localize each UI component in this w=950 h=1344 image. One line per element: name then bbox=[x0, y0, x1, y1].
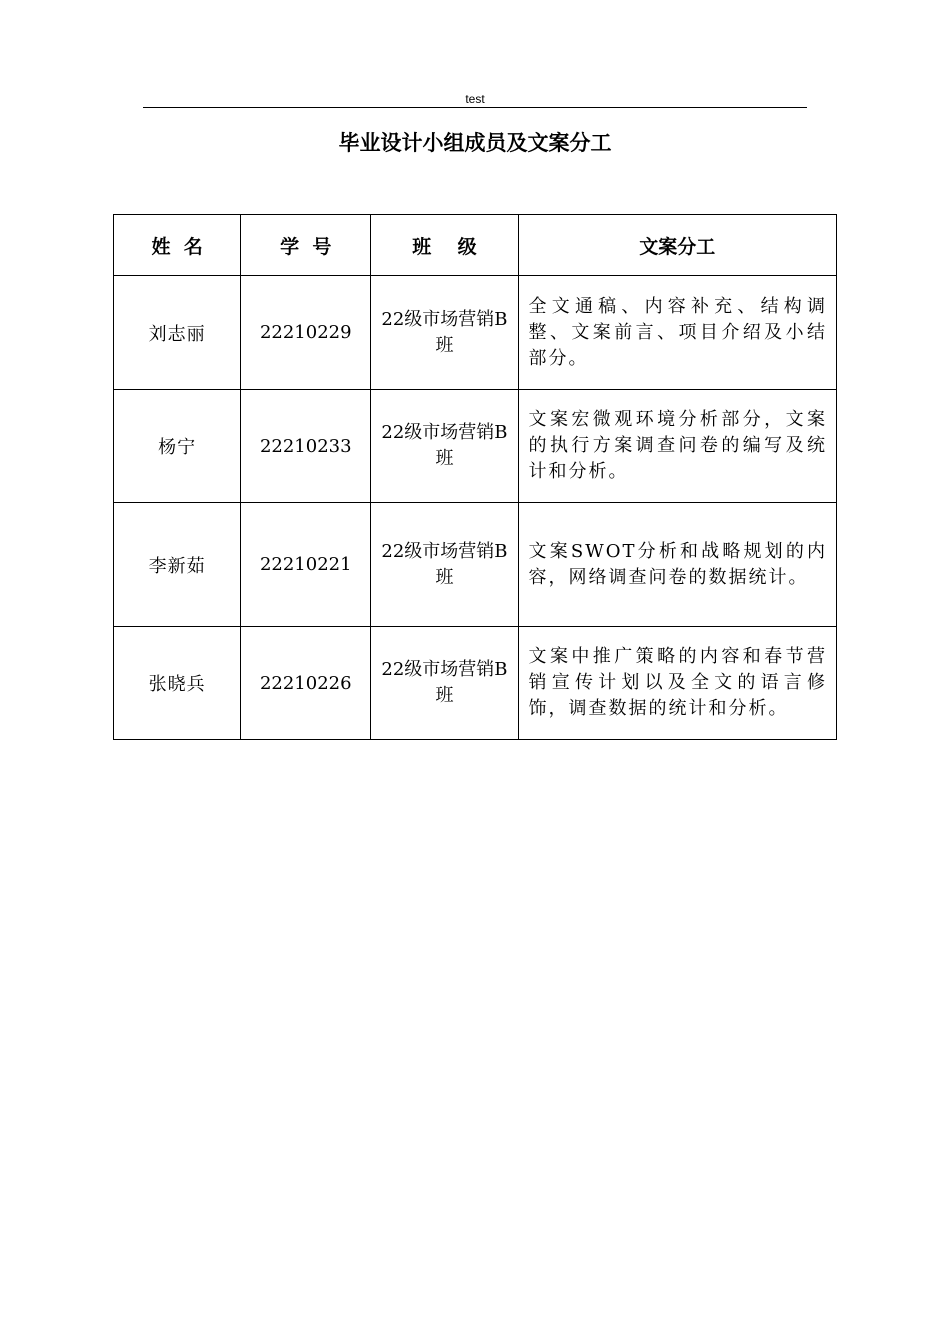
class-name: 22级市场营销B班 bbox=[371, 276, 518, 390]
header-rule bbox=[143, 107, 807, 108]
column-header-task: 文案分工 bbox=[518, 215, 836, 276]
column-header-name: 姓 名 bbox=[114, 215, 241, 276]
task-description: 文案宏微观环境分析部分，文案的执行方案调查问卷的编写及统计和分析。 bbox=[518, 390, 836, 503]
student-id: 22210226 bbox=[241, 627, 371, 740]
task-description: 全文通稿、内容补充、结构调整、文案前言、项目介绍及小结部分。 bbox=[518, 276, 836, 390]
task-description: 文案中推广策略的内容和春节营销宣传计划以及全文的语言修饰，调查数据的统计和分析。 bbox=[518, 627, 836, 740]
class-name: 22级市场营销B班 bbox=[371, 390, 518, 503]
member-task-table bbox=[113, 214, 837, 740]
member-name: 杨宁 bbox=[114, 390, 241, 503]
member-name: 张晓兵 bbox=[114, 627, 241, 740]
table-row bbox=[114, 390, 837, 503]
task-description: 文案SWOT分析和战略规划的内容，网络调查问卷的数据统计。 bbox=[518, 503, 836, 627]
member-name: 李新茹 bbox=[114, 503, 241, 627]
table-header-row bbox=[114, 215, 837, 276]
table-row bbox=[114, 627, 837, 740]
class-name: 22级市场营销B班 bbox=[371, 627, 518, 740]
student-id: 22210229 bbox=[241, 276, 371, 390]
table-row bbox=[114, 503, 837, 627]
page-title: 毕业设计小组成员及文案分工 bbox=[338, 131, 612, 155]
table-row bbox=[114, 276, 837, 390]
page-header-text: test bbox=[465, 92, 485, 106]
member-name: 刘志丽 bbox=[114, 276, 241, 390]
class-name: 22级市场营销B班 bbox=[371, 503, 518, 627]
student-id: 22210221 bbox=[241, 503, 371, 627]
column-header-class: 班 级 bbox=[371, 215, 518, 276]
column-header-student-id: 学 号 bbox=[241, 215, 371, 276]
student-id: 22210233 bbox=[241, 390, 371, 503]
